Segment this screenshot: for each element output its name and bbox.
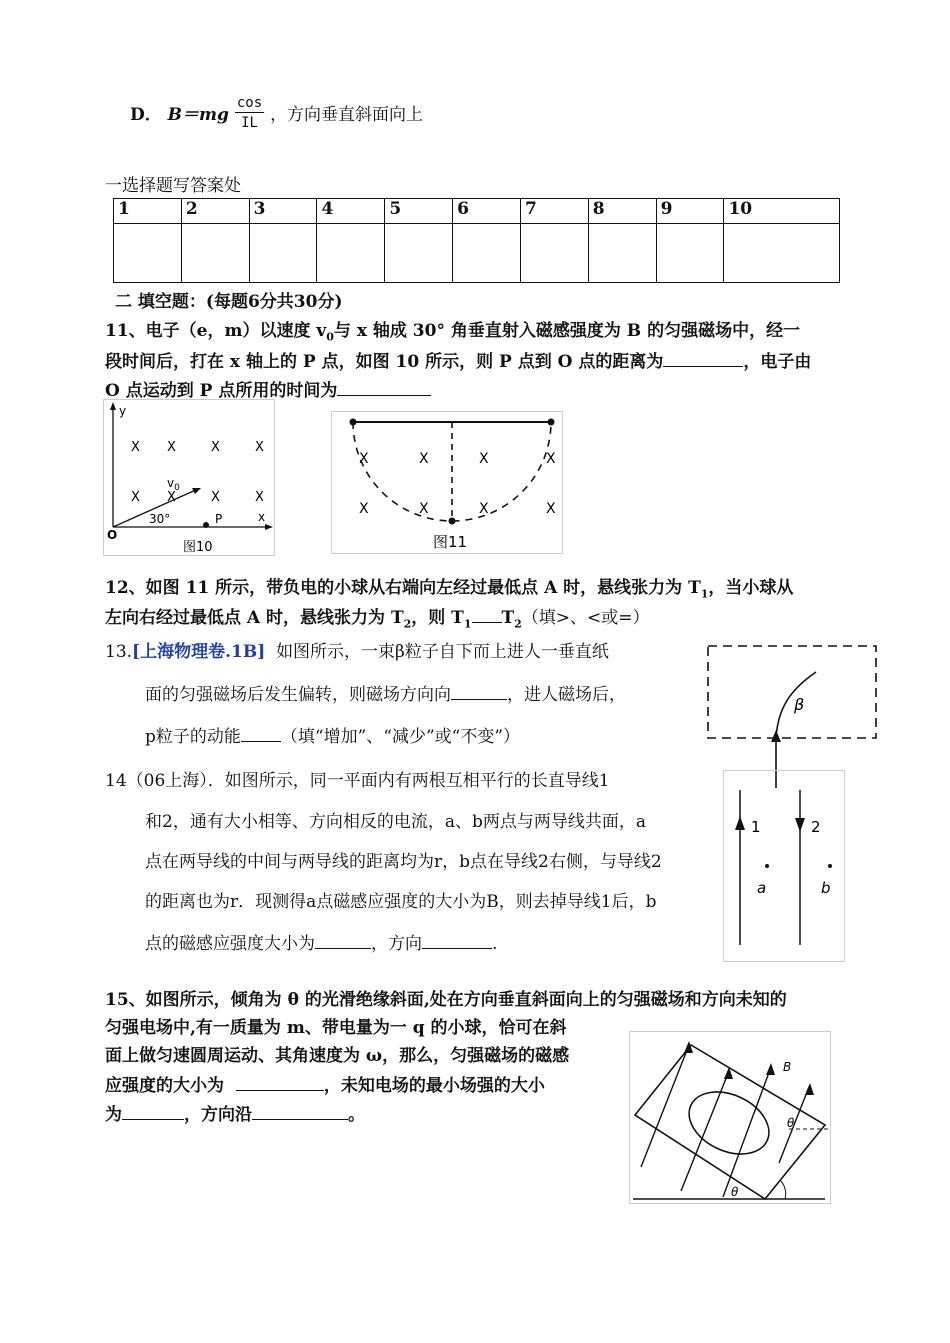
q11-text: O 点运动到 P 点所用的时间为 [105,381,338,401]
q15-blank-b-field[interactable] [236,1072,324,1091]
q13-text: ，进人磁场后， [507,685,626,705]
q14-line3: 点在两导线的中间与两导线的距离均为r，b点在导线2右侧，与导线2 [145,852,662,872]
b-label: B [783,1060,792,1074]
point-a [765,864,769,868]
subscript: 0 [326,330,334,344]
field-mark: X [419,451,429,467]
field-mark: X [131,490,140,505]
answer-cell[interactable] [656,224,724,283]
answer-table [113,198,840,283]
field-mark: X [211,490,220,505]
wire-1-arrow-up [735,816,745,830]
field-line [723,1067,771,1197]
figure-frame [724,771,845,962]
velocity-label: $v_0$ [167,476,180,493]
fraction-denominator: IL [241,115,258,131]
q13-blank-energy[interactable] [241,723,281,742]
answer-cell[interactable] [724,224,840,283]
q14-text: . [492,934,498,954]
option-d-fraction [235,94,264,133]
x-axis-label: x [258,510,266,524]
q12-text: 12、如图 11 所示，带负电的小球从右端向左经过最低点 A 时，悬线张力为 T [105,578,701,598]
answer-col-number: 8 [588,199,656,224]
q14-line4: 的距离也为r．现测得a点磁感应强度的大小为B，则去掉导线1后，b [145,892,657,912]
q11-line2 [105,348,811,374]
field-mark: X [479,451,489,467]
answer-col-number: 4 [317,199,385,224]
x-axis-arrow [265,524,273,530]
option-d-formula: B＝mg [167,105,229,125]
q15-blank-direction[interactable] [252,1101,348,1120]
y-axis-label: y [119,404,127,418]
point-a-label: a [757,879,767,897]
figure-q15 [629,1031,831,1204]
q14-text: 点的磁感应强度大小为 [145,934,315,954]
q15-text: 。 [348,1105,365,1125]
answer-cell[interactable] [249,224,317,283]
point-p [203,522,209,528]
subscript: 2 [514,617,522,631]
q11-text: 段时间后，打在 x 轴上的 P 点，如图 10 所示，则 P 点到 O 点的距离为 [105,352,664,372]
field-mark: X [419,501,429,517]
point-p-label: P [215,512,223,526]
q13-blank-direction[interactable] [451,681,507,700]
answer-cell[interactable] [317,224,385,283]
theta-label-upper: θ [787,1116,795,1130]
q11-blank-time[interactable] [337,377,431,396]
theta-label-lower: θ [731,1185,739,1199]
answer-col-number: 5 [385,199,453,224]
angle-arc [781,1181,786,1199]
q15-text: 为 [105,1105,122,1125]
q11-blank-distance[interactable] [663,348,743,367]
section-2-title: 二 填空题：(每题6分共30分) [115,292,343,312]
field-mark: X [131,440,140,455]
q12-line1 [105,576,793,606]
q14-line2: 和2，通有大小相等、方向相反的电流，a、b两点与两导线共面，a [145,812,646,832]
q15-text: ，方向沿 [184,1105,252,1125]
beta-label: β [794,695,805,714]
q13-number: 13. [105,642,133,662]
q14-line5 [145,930,497,956]
answer-header: 一选择题写答案处 [105,176,241,196]
q13-source: [上海物理卷.1B] [132,642,266,662]
angle-label: 30° [149,512,171,526]
q11-line1 [105,319,800,349]
wire-1-label: 1 [751,818,761,836]
subscript: 1 [700,587,709,601]
q12-line2 [105,604,650,636]
field-mark: X [211,440,220,455]
field-mark: X [359,501,369,517]
field-mark: X [255,440,264,455]
option-d [130,96,423,135]
lowest-point-a [449,518,456,525]
q15-line2: 匀强电场中,有一质量为 m、带电量为一 q 的小球，恰可在斜 [105,1018,567,1038]
field-mark: X [479,501,489,517]
origin-label: O [107,528,118,542]
fraction-numerator: cos [236,95,263,111]
field-mark: X [167,440,176,455]
pivot-right [548,419,555,426]
q15-line5 [105,1101,365,1127]
field-mark: X [167,490,176,505]
incline-plane [635,1045,825,1199]
field-mark: X [359,451,369,467]
q13-line1 [105,640,609,664]
figure-11 [331,411,563,554]
field-mark: X [255,490,264,505]
wire-2-label: 2 [811,818,821,836]
q13-text: 如图所示，一束β粒子自下而上进人一垂直纸 [276,642,609,662]
answer-col-number: 9 [656,199,724,224]
q13-text: （填“增加”、“减少”或“不变”） [280,727,521,747]
answer-cell[interactable] [385,224,453,283]
option-d-suffix: ，方向垂直斜面向上 [270,105,424,125]
figure-frame [104,400,275,556]
q15-text: 应强度的大小为 [105,1076,224,1096]
figure-q13 [694,638,892,790]
q12-text: （填>、<或=） [521,608,650,628]
field-mark: X [546,501,556,517]
field-line [681,1071,729,1191]
q15-line1: 15、如图所示，倾角为 θ 的光滑绝缘斜面,处在方向垂直斜面向上的匀强磁场和方向未知的 [105,990,787,1010]
q12-text: T [501,608,515,628]
answer-cell[interactable] [520,224,588,283]
q14-text: ，方向 [371,934,422,954]
q13-line3 [145,723,520,749]
field-arrow [766,1063,775,1075]
q11-text: 与 x 轴成 30° 角垂直射入磁感强度为 B 的匀强磁场中，经一 [333,321,801,341]
answer-cell[interactable] [114,224,182,283]
figure-10 [103,399,275,556]
answer-cell[interactable] [588,224,656,283]
q11-text: 11、电子（e，m）以速度 v [105,321,327,341]
q13-text: 面的匀强磁场后发生偏转，则磁场方向向 [145,685,451,705]
q11-text: ，电子由 [743,352,812,372]
answer-col-number: 3 [249,199,317,224]
field-line [641,1045,689,1167]
y-axis-arrow [110,402,116,410]
q14-blank-direction[interactable] [422,930,492,949]
q12-blank-compare[interactable] [472,604,502,623]
field-mark: X [546,451,556,467]
point-b-label: b [821,879,831,897]
q12-text: 左向右经过最低点 A 时，悬线张力为 T [105,608,404,628]
wire-2-arrow-down [795,818,805,832]
figure-q14 [723,770,845,962]
q15-text: ，未知电场的最小场强的大小 [323,1076,545,1096]
subscript: 1 [463,617,472,631]
q13-line2 [145,681,626,707]
figure-10-caption: 图10 [183,540,213,555]
answer-col-number: 10 [724,199,840,224]
q15-line4 [105,1072,545,1098]
point-b [828,864,832,868]
answer-col-number: 2 [181,199,249,224]
answer-col-number: 6 [453,199,521,224]
q15-blank-e-field[interactable] [122,1101,184,1120]
q14-line1: 14（06上海）．如图所示，同一平面内有两根互相平行的长直导线1 [105,771,610,791]
figure-11-caption: 图11 [433,533,468,551]
q14-blank-magnitude[interactable] [315,930,371,949]
q12-text: ，则 T [411,608,464,628]
q13-text: p粒子的动能 [145,727,241,747]
answer-cell[interactable] [453,224,521,283]
answer-cell[interactable] [181,224,249,283]
answer-col-number: 1 [114,199,182,224]
subscript: 2 [403,617,412,631]
q12-text: ，当小球从 [708,578,794,598]
option-d-label: D． [130,105,162,125]
field-arrow [805,1083,814,1095]
field-arrow [684,1041,693,1053]
answer-col-number: 7 [520,199,588,224]
field-region [708,646,876,738]
q15-line3: 面上做匀速圆周运动、其角速度为 ω，那么，匀强磁场的磁感 [105,1046,570,1066]
